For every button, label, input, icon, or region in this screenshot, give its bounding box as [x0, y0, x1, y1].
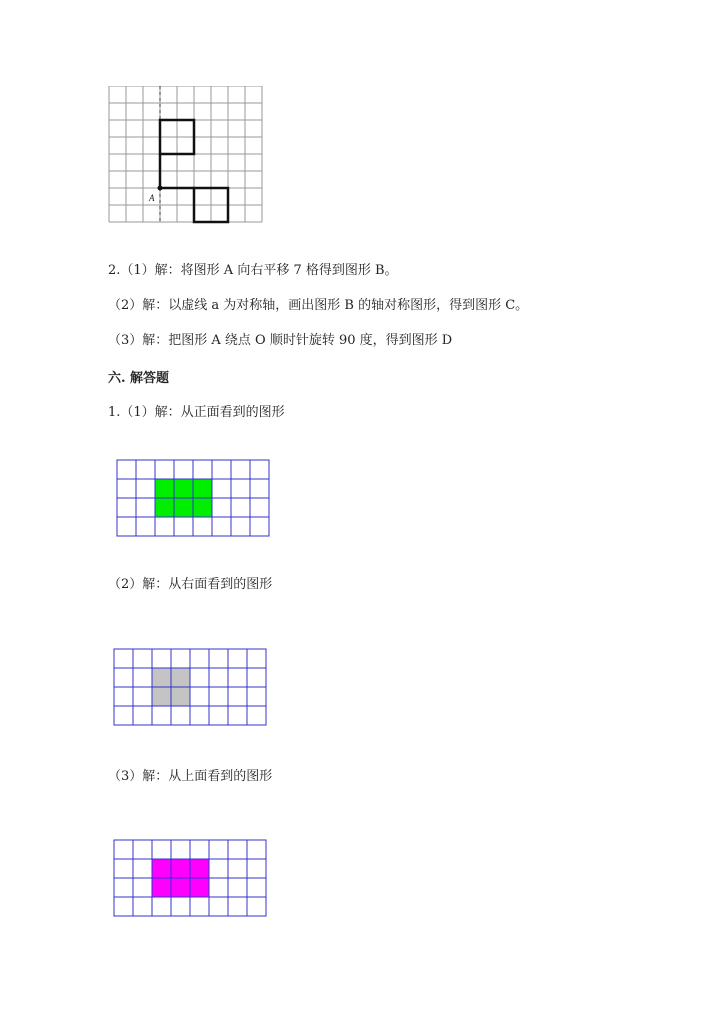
q1-part3: （3）解：从上面看到的图形: [108, 769, 273, 784]
grid-cell: [247, 687, 266, 706]
filled-cell: [174, 498, 193, 517]
grid-cell: [133, 897, 152, 916]
grid-cell: [117, 479, 136, 498]
grid-cell: [228, 897, 247, 916]
grid-cell: [133, 706, 152, 725]
grid-cell: [136, 460, 155, 479]
point-a-dot: [158, 186, 163, 191]
q2-part3: （3）解：把图形 A 绕点 O 顺时针旋转 90 度，得到图形 D: [108, 333, 453, 348]
q1-part2: （2）解：从右面看到的图形: [108, 577, 273, 592]
grid-cell: [212, 460, 231, 479]
grid-cell: [209, 687, 228, 706]
grid-cell: [247, 859, 266, 878]
grid-cell: [152, 897, 171, 916]
grid-cell: [133, 878, 152, 897]
grid-cell: [231, 498, 250, 517]
grid-cell: [247, 878, 266, 897]
filled-cell: [190, 878, 209, 897]
grid-cell: [231, 460, 250, 479]
grid-cell: [114, 706, 133, 725]
grid-cell: [152, 840, 171, 859]
grid-cell: [136, 517, 155, 536]
filled-cell: [193, 479, 212, 498]
filled-cell: [174, 479, 193, 498]
grid-cell: [155, 460, 174, 479]
grid-cell: [171, 840, 190, 859]
grid-cell: [190, 706, 209, 725]
filled-cell: [171, 859, 190, 878]
grid-cell: [247, 668, 266, 687]
filled-cell: [171, 668, 190, 687]
q2-part1: 2.（1）解：将图形 A 向右平移 7 格得到图形 B。: [108, 263, 398, 278]
grid-cell: [117, 517, 136, 536]
top-view-grid: [113, 839, 268, 918]
grid-cell: [190, 840, 209, 859]
grid-cell: [209, 878, 228, 897]
grid-cell: [133, 840, 152, 859]
grid-cell: [247, 840, 266, 859]
filled-cell: [171, 878, 190, 897]
grid-cell: [247, 706, 266, 725]
grid-cell: [247, 897, 266, 916]
grid-cell: [228, 668, 247, 687]
grid-cell: [231, 479, 250, 498]
grid-cell: [174, 517, 193, 536]
grid-cell: [209, 859, 228, 878]
grid-cell: [136, 479, 155, 498]
grid-cell: [152, 706, 171, 725]
grid-cell: [247, 649, 266, 668]
grid-cell: [190, 668, 209, 687]
grid-cell: [117, 460, 136, 479]
point-a-label: A: [149, 193, 155, 203]
grid-cell: [209, 706, 228, 725]
grid-cell: [114, 840, 133, 859]
grid-cell: [250, 498, 269, 517]
grid-cell: [193, 517, 212, 536]
filled-cell: [152, 668, 171, 687]
grid-cell: [114, 859, 133, 878]
grid-cell: [228, 840, 247, 859]
section-title: 六. 解答题: [108, 371, 170, 386]
grid-cell: [209, 897, 228, 916]
grid-cell: [136, 498, 155, 517]
grid-cell: [155, 517, 174, 536]
grid-cell: [117, 498, 136, 517]
grid-cell: [250, 517, 269, 536]
filled-cell: [171, 687, 190, 706]
grid-cell: [190, 897, 209, 916]
q2-part2: （2）解：以虚线 a 为对称轴，画出图形 B 的轴对称图形，得到图形 C。: [108, 298, 529, 313]
grid-cell: [152, 649, 171, 668]
filled-cell: [193, 498, 212, 517]
filled-cell: [152, 859, 171, 878]
filled-cell: [152, 878, 171, 897]
grid-cell: [171, 706, 190, 725]
grid-cell: [250, 479, 269, 498]
grid-cell: [228, 859, 247, 878]
grid-cell: [114, 878, 133, 897]
grid-cell: [114, 897, 133, 916]
grid-cell: [212, 517, 231, 536]
grid-cell: [209, 840, 228, 859]
grid-cell: [114, 649, 133, 668]
grid-cell: [133, 687, 152, 706]
filled-cell: [155, 479, 174, 498]
transformation-figure: [108, 86, 268, 224]
grid-cell: [209, 649, 228, 668]
front-view-grid: [116, 459, 271, 538]
grid-cell: [209, 668, 228, 687]
grid-cell: [190, 687, 209, 706]
grid-cell: [231, 517, 250, 536]
grid-cell: [190, 649, 209, 668]
grid-cell: [228, 878, 247, 897]
grid-cell: [133, 859, 152, 878]
right-view-grid: [113, 648, 268, 727]
grid-cell: [133, 649, 152, 668]
grid-cell: [114, 687, 133, 706]
grid-cell: [193, 460, 212, 479]
q1-part1: 1.（1）解：从正面看到的图形: [108, 405, 285, 420]
grid-cell: [114, 668, 133, 687]
filled-cell: [190, 859, 209, 878]
filled-cell: [155, 498, 174, 517]
filled-cell: [152, 687, 171, 706]
grid-cell: [212, 498, 231, 517]
grid-cell: [212, 479, 231, 498]
grid-cell: [133, 668, 152, 687]
grid-cell: [174, 460, 193, 479]
grid-cell: [228, 649, 247, 668]
grid-cell: [171, 897, 190, 916]
grid-cell: [228, 687, 247, 706]
grid-cell: [228, 706, 247, 725]
grid-cell: [250, 460, 269, 479]
grid-cell: [171, 649, 190, 668]
